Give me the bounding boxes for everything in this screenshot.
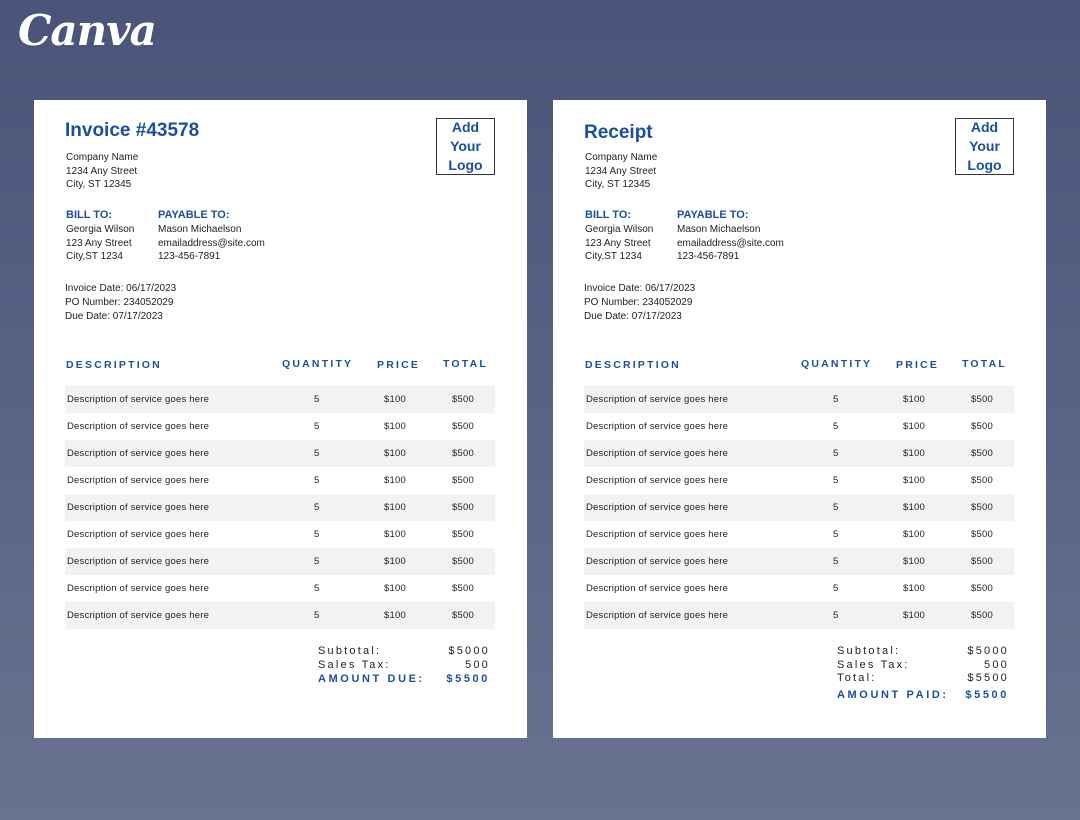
row-total: $500 — [452, 610, 474, 621]
summary-value: $5500 — [965, 689, 1009, 701]
bill-to-line: 123 Any Street — [585, 237, 651, 249]
row-quantity: 5 — [314, 448, 320, 459]
row-quantity: 5 — [833, 610, 839, 621]
header-description: DESCRIPTION — [585, 359, 681, 371]
payable-to-line: 123-456-7891 — [158, 251, 221, 262]
row-total: $500 — [452, 475, 474, 486]
payable-to-line: 123-456-7891 — [677, 251, 740, 262]
header-total: TOTAL — [962, 358, 1008, 370]
row-quantity: 5 — [833, 448, 839, 459]
row-quantity: 5 — [314, 502, 320, 513]
summary-value: 500 — [465, 659, 490, 671]
table-row — [584, 575, 1014, 602]
summary-value: 500 — [984, 659, 1009, 671]
due-date: Due Date: 07/17/2023 — [584, 310, 682, 322]
row-price: $100 — [903, 529, 925, 540]
table-row — [65, 521, 495, 548]
row-total: $500 — [971, 394, 993, 405]
summary-value: $5500 — [446, 673, 490, 685]
summary-label: Subtotal: — [837, 645, 901, 657]
canva-logo: Canva — [18, 6, 156, 55]
row-description: Description of service goes here — [586, 610, 729, 621]
company-address — [585, 151, 657, 192]
row-total: $500 — [452, 448, 474, 459]
summary-label: AMOUNT PAID: — [837, 689, 949, 701]
row-price: $100 — [903, 583, 925, 594]
summary-value: $5000 — [448, 645, 490, 657]
row-total: $500 — [971, 502, 993, 513]
table-row — [584, 602, 1014, 629]
company-line: 1234 Any Street — [585, 165, 657, 177]
row-quantity: 5 — [833, 556, 839, 567]
logo-placeholder — [436, 118, 495, 175]
table-row — [584, 413, 1014, 440]
bill-to-heading: BILL TO: — [585, 209, 632, 221]
summary-label: Subtotal: — [318, 645, 382, 657]
table-row — [584, 440, 1014, 467]
row-total: $500 — [452, 583, 474, 594]
bill-to-line: 123 Any Street — [66, 237, 132, 249]
table-row — [584, 548, 1014, 575]
row-price: $100 — [384, 556, 406, 567]
receipt-page — [553, 100, 1046, 738]
row-quantity: 5 — [314, 475, 320, 486]
company-line: Company Name — [66, 152, 139, 163]
row-total: $500 — [971, 610, 993, 621]
header-price: PRICE — [896, 359, 940, 371]
header-quantity: QUANTITY — [282, 358, 354, 370]
invoice-dates — [584, 282, 695, 323]
table-row — [65, 548, 495, 575]
line-items-table — [584, 386, 1014, 629]
table-row — [584, 494, 1014, 521]
logo-placeholder-line: Your — [450, 138, 481, 154]
header-quantity: QUANTITY — [801, 358, 873, 370]
table-row — [65, 440, 495, 467]
row-total: $500 — [452, 394, 474, 405]
invoice-page — [34, 100, 527, 738]
row-price: $100 — [903, 556, 925, 567]
invoice-date: Invoice Date: 06/17/2023 — [65, 283, 177, 294]
logo-placeholder-line: Add — [451, 119, 480, 135]
row-price: $100 — [903, 610, 925, 621]
logo-placeholder-line: Logo — [448, 157, 483, 173]
table-row — [65, 602, 495, 629]
row-price: $100 — [384, 448, 406, 459]
header-total: TOTAL — [443, 358, 489, 370]
header-price: PRICE — [377, 359, 421, 371]
row-quantity: 5 — [314, 556, 320, 567]
bill-to-heading: BILL TO: — [66, 209, 113, 221]
payable-to-block — [677, 209, 784, 264]
row-price: $100 — [903, 448, 925, 459]
payable-to-line: Mason Michaelson — [158, 224, 242, 235]
row-quantity: 5 — [833, 394, 839, 405]
logo-placeholder — [955, 118, 1014, 175]
row-price: $100 — [903, 475, 925, 486]
bill-to-block — [585, 209, 653, 264]
summary-value: $5500 — [967, 672, 1009, 684]
invoice-date: Invoice Date: 06/17/2023 — [584, 283, 696, 294]
summary-label: AMOUNT DUE: — [318, 673, 425, 685]
bill-to-line: City,ST 1234 — [66, 251, 123, 262]
row-quantity: 5 — [833, 529, 839, 540]
document-title: Receipt — [584, 122, 653, 143]
bill-to-line: City,ST 1234 — [585, 251, 642, 262]
summary-label: Sales Tax: — [318, 659, 391, 671]
row-quantity: 5 — [833, 475, 839, 486]
bill-to-line: Georgia Wilson — [585, 224, 654, 235]
row-price: $100 — [384, 394, 406, 405]
row-description: Description of service goes here — [586, 556, 729, 567]
row-description: Description of service goes here — [67, 421, 210, 432]
row-quantity: 5 — [833, 421, 839, 432]
row-description: Description of service goes here — [586, 448, 729, 459]
logo-placeholder-line: Logo — [967, 157, 1002, 173]
row-description: Description of service goes here — [67, 556, 210, 567]
row-total: $500 — [452, 421, 474, 432]
row-total: $500 — [971, 475, 993, 486]
invoice-dates — [65, 282, 176, 323]
table-row — [584, 386, 1014, 413]
table-row — [584, 521, 1014, 548]
logo-placeholder-line: Add — [970, 119, 999, 135]
row-price: $100 — [384, 421, 406, 432]
row-total: $500 — [971, 583, 993, 594]
row-description: Description of service goes here — [67, 610, 210, 621]
row-price: $100 — [903, 502, 925, 513]
table-row — [65, 467, 495, 494]
row-description: Description of service goes here — [586, 421, 729, 432]
row-total: $500 — [452, 556, 474, 567]
row-price: $100 — [384, 610, 406, 621]
payable-to-line: Mason Michaelson — [677, 224, 761, 235]
company-line: Company Name — [585, 152, 658, 163]
row-quantity: 5 — [314, 583, 320, 594]
row-price: $100 — [384, 475, 406, 486]
row-quantity: 5 — [314, 421, 320, 432]
row-price: $100 — [903, 394, 925, 405]
company-line: City, ST 12345 — [66, 179, 132, 190]
table-row — [584, 467, 1014, 494]
bill-to-line: Georgia Wilson — [66, 224, 135, 235]
row-description: Description of service goes here — [586, 583, 729, 594]
payable-to-heading: PAYABLE TO: — [158, 209, 230, 221]
row-description: Description of service goes here — [586, 529, 729, 540]
logo-placeholder-line: Your — [969, 138, 1000, 154]
summary-label: Total: — [837, 672, 877, 684]
row-description: Description of service goes here — [67, 502, 210, 513]
payable-to-line: emailaddress@site.com — [677, 237, 784, 249]
row-quantity: 5 — [314, 610, 320, 621]
row-description: Description of service goes here — [586, 394, 729, 405]
row-quantity: 5 — [833, 583, 839, 594]
row-total: $500 — [971, 529, 993, 540]
row-total: $500 — [452, 529, 474, 540]
row-price: $100 — [384, 529, 406, 540]
payable-to-block — [158, 209, 265, 264]
row-description: Description of service goes here — [586, 502, 729, 513]
line-items-table — [65, 386, 495, 629]
company-address — [66, 151, 138, 192]
row-description: Description of service goes here — [67, 394, 210, 405]
table-row — [65, 413, 495, 440]
row-quantity: 5 — [314, 394, 320, 405]
row-total: $500 — [971, 556, 993, 567]
company-line: 1234 Any Street — [66, 165, 138, 177]
row-quantity: 5 — [314, 529, 320, 540]
header-description: DESCRIPTION — [66, 359, 162, 371]
payable-to-line: emailaddress@site.com — [158, 237, 265, 249]
bill-to-block — [66, 209, 134, 264]
row-total: $500 — [971, 448, 993, 459]
summary-label: Sales Tax: — [837, 659, 910, 671]
row-description: Description of service goes here — [67, 583, 210, 594]
document-title: Invoice #43578 — [65, 120, 200, 141]
due-date: Due Date: 07/17/2023 — [65, 310, 163, 322]
row-quantity: 5 — [833, 502, 839, 513]
company-line: City, ST 12345 — [585, 179, 651, 190]
table-row — [65, 575, 495, 602]
row-description: Description of service goes here — [586, 475, 729, 486]
payable-to-heading: PAYABLE TO: — [677, 209, 749, 221]
table-row — [65, 386, 495, 413]
row-total: $500 — [971, 421, 993, 432]
row-price: $100 — [903, 421, 925, 432]
row-description: Description of service goes here — [67, 475, 210, 486]
table-row — [65, 494, 495, 521]
row-total: $500 — [452, 502, 474, 513]
row-price: $100 — [384, 583, 406, 594]
row-description: Description of service goes here — [67, 448, 210, 459]
row-description: Description of service goes here — [67, 529, 210, 540]
po-number: PO Number: 234052029 — [65, 296, 174, 308]
po-number: PO Number: 234052029 — [584, 296, 693, 308]
row-price: $100 — [384, 502, 406, 513]
summary-value: $5000 — [967, 645, 1009, 657]
